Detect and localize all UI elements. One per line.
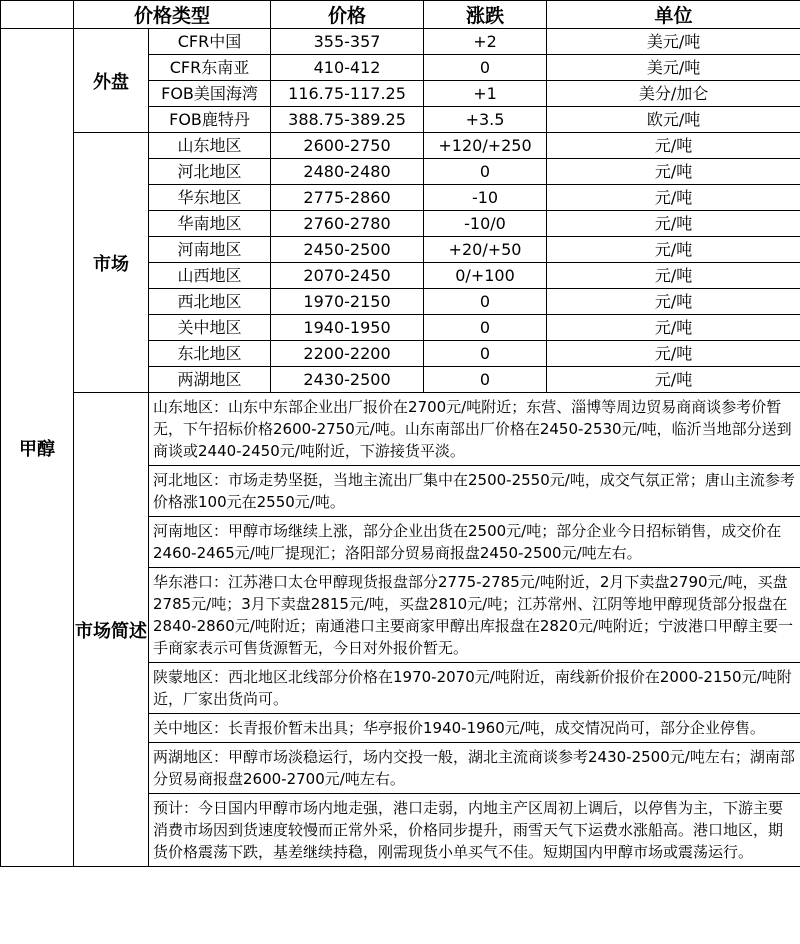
row-unit: 美元/吨 (547, 55, 800, 81)
summary-note: 两湖地区：甲醇市场淡稳运行，场内交投一般，湖北主流商谈参考2430-2500元/吨左右；湖南部分贸易商报盘2600-2700元/吨左右。 (149, 743, 800, 794)
row-price: 1940-1950 (271, 315, 424, 341)
market-group-label: 市场 (74, 133, 149, 393)
summary-note: 预计：今日国内甲醇市场内地走强，港口走弱，内地主产区周初上调后，以停售为主，下游主要消费市场因到货速度较慢而正常外采，价格同步提升，雨雪天气下运费水涨船高。港口地区，期货价格震荡下跌，基差继续持稳，刚需现货小单买气不佳。短期国内甲醇市场或震荡运行。 (149, 794, 800, 867)
row-unit: 元/吨 (547, 341, 800, 367)
row-name: 华南地区 (149, 211, 271, 237)
row-name: 华东地区 (149, 185, 271, 211)
row-change: 0 (424, 315, 547, 341)
row-name: FOB美国海湾 (149, 81, 271, 107)
row-unit: 美元/吨 (547, 29, 800, 55)
row-change: 0 (424, 289, 547, 315)
row-unit: 美分/加仑 (547, 81, 800, 107)
row-change: +1 (424, 81, 547, 107)
summary-note: 河北地区：市场走势坚挺，当地主流出厂集中在2500-2550元/吨，成交气氛正常；唐山主流参考价格涨100元在2550元/吨。 (149, 466, 800, 517)
row-price: 2600-2750 (271, 133, 424, 159)
header-row (1, 1, 800, 29)
row-change: 0 (424, 341, 547, 367)
row-price: 116.75-117.25 (271, 81, 424, 107)
row-unit: 元/吨 (547, 315, 800, 341)
product-name: 甲醇 (1, 29, 74, 867)
row-change: 0/+100 (424, 263, 547, 289)
row-name: CFR中国 (149, 29, 271, 55)
row-change: -10 (424, 185, 547, 211)
summary-note: 关中地区：长青报价暂未出具；华亭报价1940-1960元/吨，成交情况尚可，部分企业停售。 (149, 714, 800, 743)
row-unit: 元/吨 (547, 367, 800, 393)
row-unit: 欧元/吨 (547, 107, 800, 133)
row-unit: 元/吨 (547, 237, 800, 263)
row-unit: 元/吨 (547, 159, 800, 185)
header-change: 涨跌 (424, 1, 547, 29)
row-change: 0 (424, 367, 547, 393)
summary-note: 华东港口：江苏港口太仓甲醇现货报盘部分2775-2785元/吨附近，2月下卖盘2790元/吨，买盘2785元/吨；3月下卖盘2815元/吨，买盘2810元/吨；江苏常州、江阴等地甲醇现货部分报盘在2840-2860元/吨附近；南通港口主要商家甲醇出库报盘在2820元/吨附近；宁波港口甲醇主要一手商家表示可售货源暂无，今日对外报价暂无。 (149, 568, 800, 663)
row-price: 410-412 (271, 55, 424, 81)
table-row (1, 29, 800, 55)
header-price-type: 价格类型 (74, 1, 271, 29)
row-price: 355-357 (271, 29, 424, 55)
row-unit: 元/吨 (547, 133, 800, 159)
row-change: +2 (424, 29, 547, 55)
row-change: +120/+250 (424, 133, 547, 159)
row-change: -10/0 (424, 211, 547, 237)
row-change: 0 (424, 159, 547, 185)
row-price: 2200-2200 (271, 341, 424, 367)
summary-note: 陕蒙地区：西北地区北线部分价格在1970-2070元/吨附近，南线新价报价在2000-2150元/吨附近，厂家出货尚可。 (149, 663, 800, 714)
row-name: CFR东南亚 (149, 55, 271, 81)
row-name: 东北地区 (149, 341, 271, 367)
row-unit: 元/吨 (547, 263, 800, 289)
row-change: 0 (424, 55, 547, 81)
table-row (1, 133, 800, 159)
row-price: 1970-2150 (271, 289, 424, 315)
summary-row (1, 393, 800, 466)
row-name: 山东地区 (149, 133, 271, 159)
row-name: 关中地区 (149, 315, 271, 341)
summary-note: 山东地区：山东中东部企业出厂报价在2700元/吨附近；东营、淄博等周边贸易商商谈参考价暂无，下午招标价格2600-2750元/吨。山东南部出厂价格在2450-2530元/吨，临沂当地部分送到商谈或2440-2450元/吨附近，下游接货平淡。 (149, 393, 800, 466)
outer-group-label: 外盘 (74, 29, 149, 133)
row-unit: 元/吨 (547, 211, 800, 237)
header-empty (1, 1, 74, 29)
row-price: 2480-2480 (271, 159, 424, 185)
row-name: 河南地区 (149, 237, 271, 263)
row-name: 河北地区 (149, 159, 271, 185)
row-unit: 元/吨 (547, 289, 800, 315)
row-price: 2430-2500 (271, 367, 424, 393)
row-unit: 元/吨 (547, 185, 800, 211)
row-change: +20/+50 (424, 237, 547, 263)
header-unit: 单位 (547, 1, 800, 29)
row-price: 2070-2450 (271, 263, 424, 289)
row-price: 2760-2780 (271, 211, 424, 237)
row-price: 2450-2500 (271, 237, 424, 263)
summary-group-label: 市场简述 (74, 393, 149, 867)
row-change: +3.5 (424, 107, 547, 133)
row-price: 2775-2860 (271, 185, 424, 211)
row-name: FOB鹿特丹 (149, 107, 271, 133)
header-price: 价格 (271, 1, 424, 29)
row-name: 山西地区 (149, 263, 271, 289)
row-name: 两湖地区 (149, 367, 271, 393)
row-price: 388.75-389.25 (271, 107, 424, 133)
row-name: 西北地区 (149, 289, 271, 315)
summary-note: 河南地区：甲醇市场继续上涨，部分企业出货在2500元/吨；部分企业今日招标销售，成交价在2460-2465元/吨厂提现汇；洛阳部分贸易商报盘2450-2500元/吨左右。 (149, 517, 800, 568)
